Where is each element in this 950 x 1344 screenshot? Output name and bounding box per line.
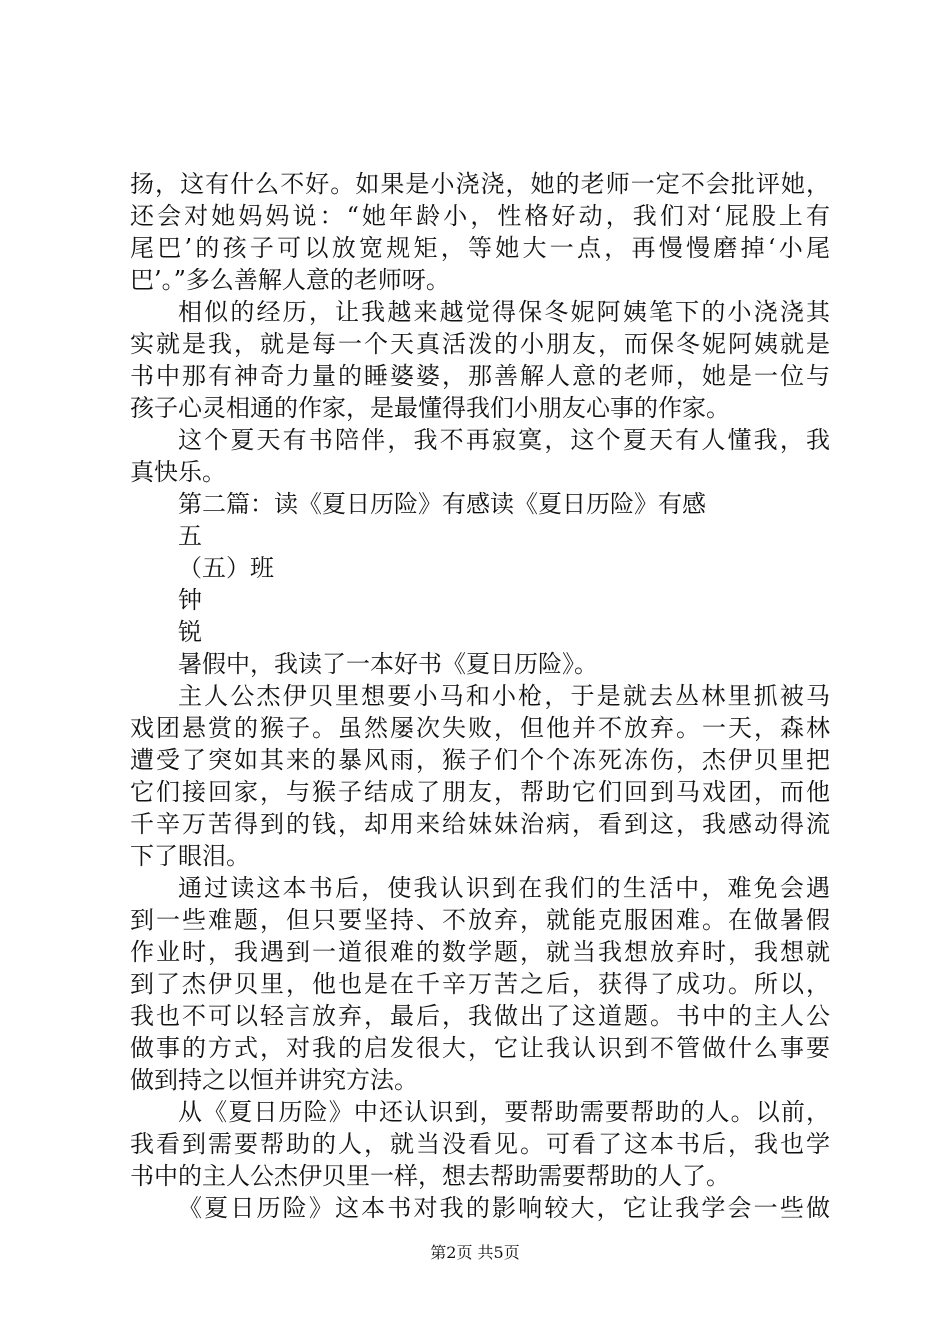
grade-line: 五 xyxy=(178,522,202,550)
text-line: 真快乐。 xyxy=(130,458,226,486)
text-line: 从《夏日历险》中还认识到，要帮助需要帮助的人。以前， xyxy=(178,1098,830,1126)
author-surname: 钟 xyxy=(178,586,202,614)
text-line: 我也不可以轻言放弃，最后，我做出了这道题。书中的主人公 xyxy=(130,1002,830,1030)
text-line: 还会对她妈妈说：“她年龄小，性格好动，我们对‘屁股上有 xyxy=(130,202,830,230)
text-line: 尾巴’的孩子可以放宽规矩，等她大一点，再慢慢磨掉‘小尾 xyxy=(130,234,830,262)
page-number: 第2页 共5页 xyxy=(430,1243,520,1262)
body-text xyxy=(130,168,830,1224)
text-line: 作业时，我遇到一道很难的数学题，就当我想放弃时，我想就 xyxy=(130,938,830,966)
text-line: 做到持之以恒并讲究方法。 xyxy=(130,1066,418,1094)
text-line: 遭受了突如其来的暴风雨，猴子们个个冻死冻伤，杰伊贝里把 xyxy=(130,746,830,774)
text-line: 它们接回家，与猴子结成了朋友，帮助它们回到马戏团，而他 xyxy=(130,778,830,806)
text-line: 相似的经历，让我越来越觉得保冬妮阿姨笔下的小浇浇其 xyxy=(178,298,830,326)
text-line: 扬，这有什么不好。如果是小浇浇，她的老师一定不会批评她， xyxy=(130,170,830,198)
text-line: 孩子心灵相通的作家，是最懂得我们小朋友心事的作家。 xyxy=(130,394,730,422)
class-line: （五）班 xyxy=(178,554,274,582)
text-line: 书中的主人公杰伊贝里一样，想去帮助需要帮助的人了。 xyxy=(130,1162,730,1190)
text-line: 我看到需要帮助的人，就当没看见。可看了这本书后，我也学 xyxy=(130,1130,830,1158)
text-line: 下了眼泪。 xyxy=(130,842,250,870)
text-line: 做事的方式，对我的启发很大，它让我认识到不管做什么事要 xyxy=(130,1034,830,1062)
author-given-name: 锐 xyxy=(178,618,202,646)
text-line: 千辛万苦得到的钱，却用来给妹妹治病，看到这，我感动得流 xyxy=(130,810,830,838)
text-line: 主人公杰伊贝里想要小马和小枪，于是就去丛林里抓被马 xyxy=(178,682,830,710)
text-line: 暑假中，我读了一本好书《夏日历险》。 xyxy=(178,650,598,678)
section-heading: 第二篇：读《夏日历险》有感读《夏日历险》有感 xyxy=(178,490,706,518)
text-line: 戏团悬赏的猴子。虽然屡次失败，但他并不放弃。一天，森林 xyxy=(130,714,830,742)
text-line: 书中那有神奇力量的睡婆婆，那善解人意的老师，她是一位与 xyxy=(130,362,830,390)
text-line: 巴’。”多么善解人意的老师呀。 xyxy=(130,266,450,294)
text-line: 《夏日历险》这本书对我的影响较大，它让我学会一些做 xyxy=(178,1194,830,1222)
text-line: 实就是我，就是每一个天真活泼的小朋友，而保冬妮阿姨就是 xyxy=(130,330,830,358)
text-line: 通过读这本书后，使我认识到在我们的生活中，难免会遇 xyxy=(178,874,830,902)
text-line: 到一些难题，但只要坚持、不放弃，就能克服困难。在做暑假 xyxy=(130,906,830,934)
text-line: 到了杰伊贝里，他也是在千辛万苦之后，获得了成功。所以， xyxy=(130,970,830,998)
text-line: 这个夏天有书陪伴，我不再寂寞，这个夏天有人懂我，我 xyxy=(178,426,830,454)
